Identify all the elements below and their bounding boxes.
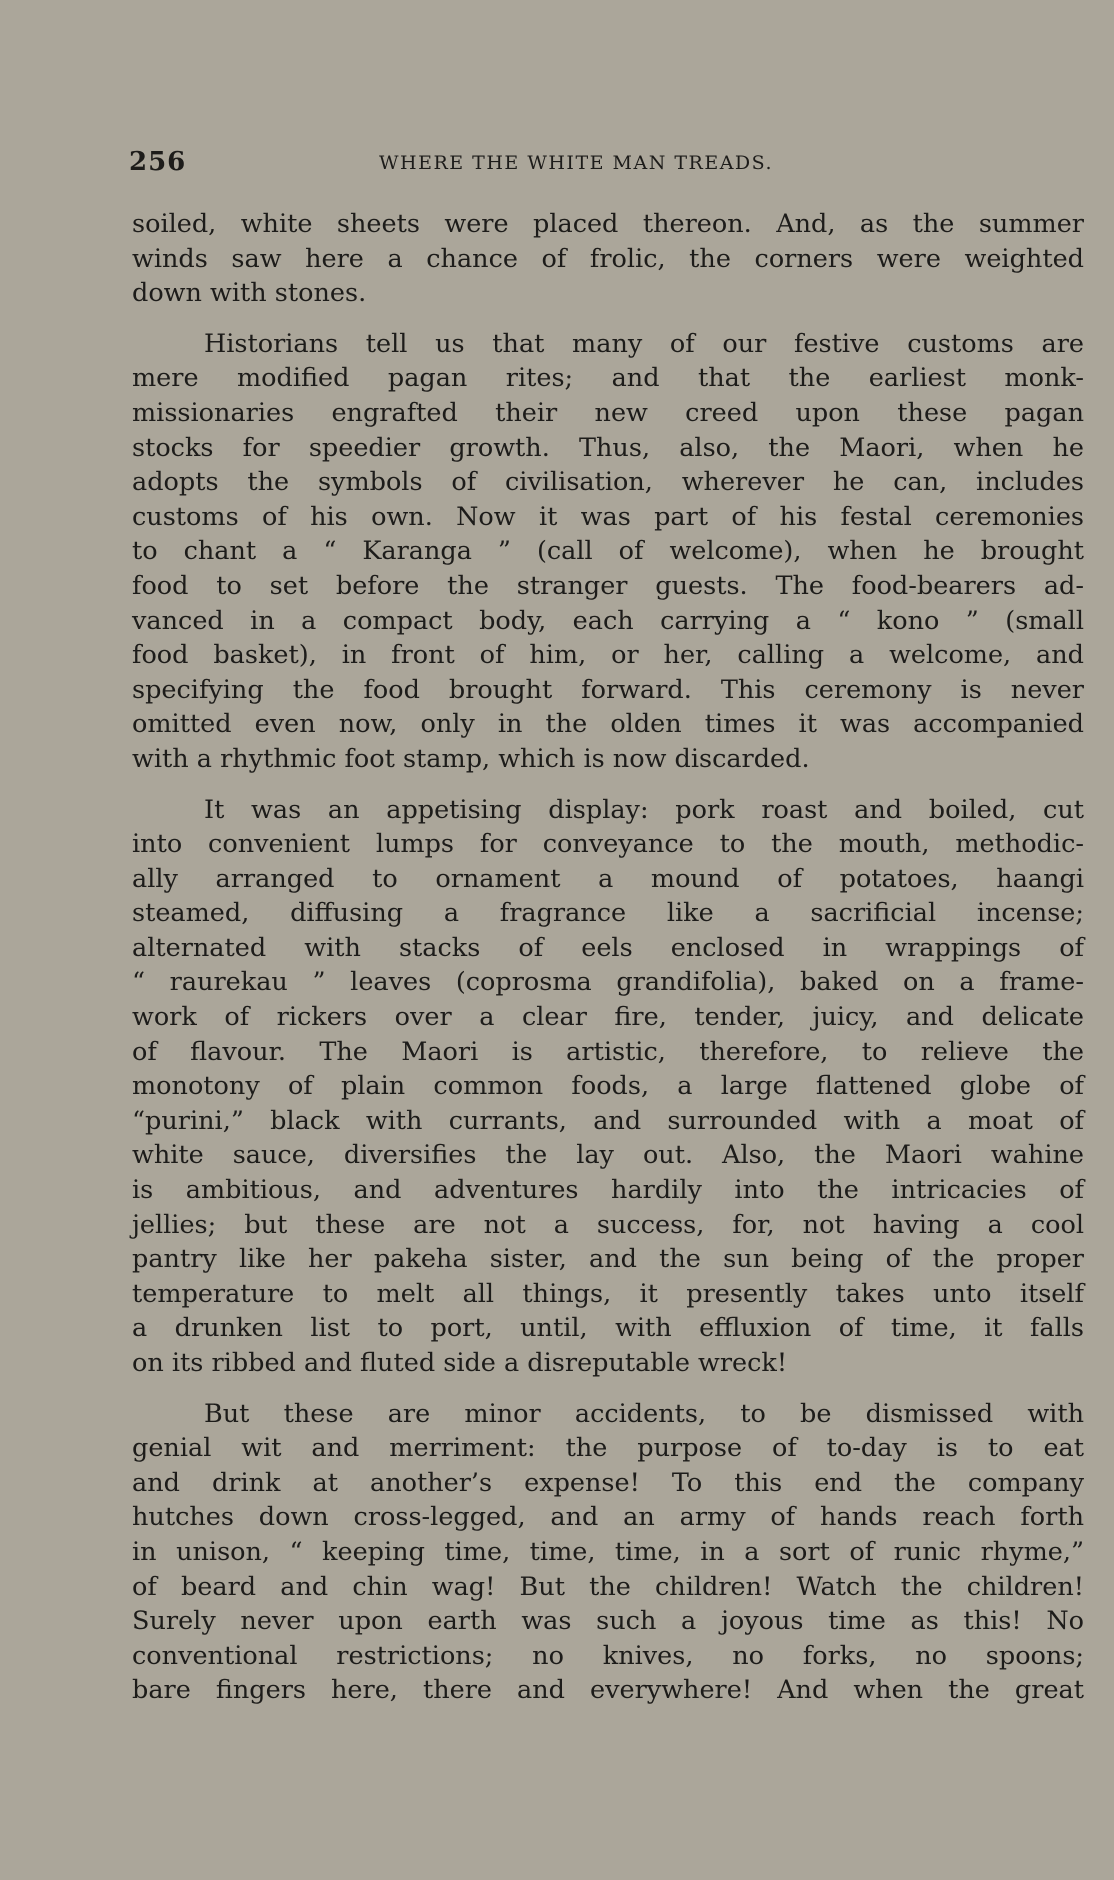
text-line: omitted even now, only in the olden times it was accompanied: [132, 709, 1084, 740]
text-line: alternated with stacks of eels enclosed in wrappings of: [132, 932, 1084, 963]
text-line: down with stones.: [132, 278, 367, 309]
text-line: adopts the symbols of civilisation, wherever he can, includes: [132, 467, 1084, 498]
text-line: conventional restrictions; no knives, no forks, no spoons;: [132, 1640, 1084, 1671]
text-line: specifying the food brought forward. This ceremony is never: [132, 674, 1084, 705]
text-line: and drink at another’s expense! To this end the company: [132, 1467, 1084, 1498]
page-number: 256: [129, 147, 187, 177]
text-line: Surely never upon earth was such a joyous time as this! No: [132, 1606, 1084, 1637]
text-line: pantry like her pakeha sister, and the sun being of the proper: [132, 1244, 1084, 1275]
text-line: ally arranged to ornament a mound of potatoes, haangi: [132, 863, 1084, 894]
text-line: is ambitious, and adventures hardily into the intricacies of: [132, 1175, 1084, 1206]
text-line: “ raurekau ” leaves (coprosma grandifolia), baked on a frame-: [132, 967, 1084, 998]
text-line: food basket), in front of him, or her, calling a welcome, and: [132, 640, 1084, 671]
text-line: It was an appetising display: pork roast and boiled, cut: [204, 794, 1084, 825]
text-line: work of rickers over a clear fire, tender, juicy, and delicate: [132, 1002, 1084, 1033]
text-line: into convenient lumps for conveyance to the mouth, methodic-: [132, 829, 1084, 860]
text-line: with a rhythmic foot stamp, which is now discarded.: [132, 743, 810, 774]
text-line: of flavour. The Maori is artistic, therefore, to relieve the: [132, 1036, 1084, 1067]
paragraph-2: [132, 327, 1084, 777]
text-line: of beard and chin wag! But the children! Watch the children!: [132, 1571, 1084, 1602]
text-line: bare fingers here, there and everywhere! And when the great: [132, 1675, 1084, 1706]
text-line: Historians tell us that many of our festive customs are: [204, 328, 1084, 359]
text-line: steamed, diffusing a fragrance like a sacrificial incense;: [132, 898, 1084, 929]
paragraph-4: [132, 1397, 1084, 1708]
running-title: WHERE THE WHITE MAN TREADS.: [379, 152, 774, 174]
text-line: genial wit and merriment: the purpose of to-day is to eat: [132, 1433, 1084, 1464]
body-text: [132, 207, 1084, 1724]
text-line: on its ribbed and fluted side a disreputable wreck!: [132, 1348, 788, 1378]
text-line: soiled, white sheets were placed thereon. And, as the summer: [132, 209, 1084, 239]
text-line: a drunken list to port, until, with effluxion of time, it falls: [132, 1313, 1084, 1344]
text-line: to chant a “ Karanga ” (call of welcome), when he brought: [132, 536, 1084, 567]
paragraph-3: [132, 793, 1084, 1381]
paragraph-1: [132, 207, 1084, 311]
text-line: missionaries engrafted their new creed upon these pagan: [132, 397, 1084, 428]
text-line: “purini,” black with currants, and surrounded with a moat of: [132, 1105, 1084, 1136]
running-head: [129, 146, 1085, 178]
text-line: winds saw here a chance of frolic, the corners were weighted: [132, 243, 1084, 274]
text-line: vanced in a compact body, each carrying a “ kono ” (small: [132, 605, 1084, 636]
text-line: monotony of plain common foods, a large flattened globe of: [132, 1071, 1084, 1102]
text-line: in unison, “ keeping time, time, time, in a sort of runic rhyme,”: [132, 1536, 1084, 1567]
text-line: jellies; but these are not a success, for, not having a cool: [132, 1209, 1084, 1240]
text-line: But these are minor accidents, to be dismissed with: [204, 1398, 1084, 1429]
text-line: temperature to melt all things, it presently takes unto itself: [132, 1278, 1084, 1309]
text-line: mere modified pagan rites; and that the earliest monk-: [132, 363, 1084, 394]
text-line: stocks for speedier growth. Thus, also, the Maori, when he: [132, 432, 1084, 463]
text-line: white sauce, diversifies the lay out. Also, the Maori wahine: [132, 1140, 1084, 1171]
text-line: food to set before the stranger guests. The food-bearers ad-: [132, 570, 1084, 601]
text-line: hutches down cross-legged, and an army of hands reach forth: [132, 1502, 1084, 1533]
text-line: customs of his own. Now it was part of his festal ceremonies: [132, 501, 1084, 532]
